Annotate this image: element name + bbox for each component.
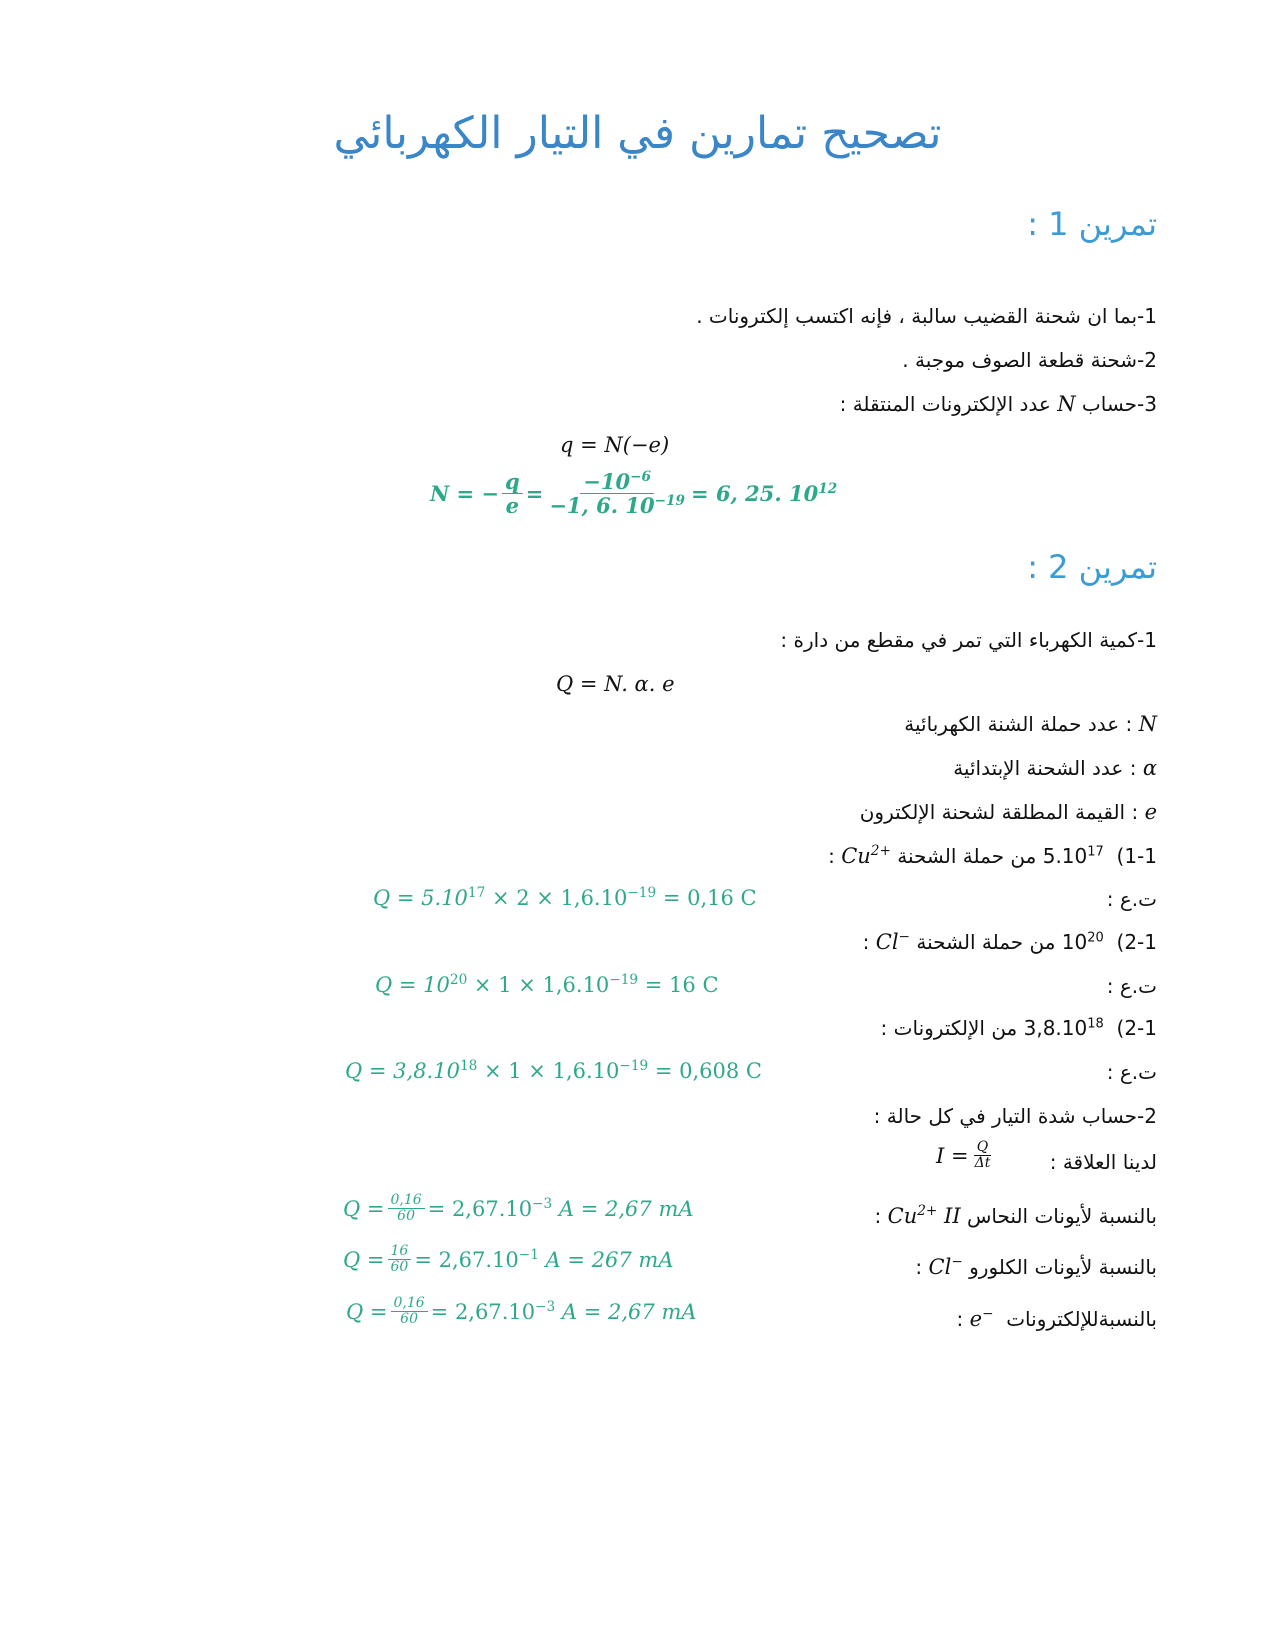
case-2-eq-b-exp: −19 [609, 972, 639, 988]
result-1-text: بالنسبة لأيونات النحاس [967, 1204, 1157, 1228]
case-2-value-exp: 20 [1087, 930, 1104, 946]
result-3-b: A = 2,67 mA [555, 1300, 697, 1325]
case-3-equation [345, 1058, 762, 1083]
result-2-colon: : [915, 1255, 923, 1279]
case-3-value-base: 3,8.10 [1023, 1016, 1088, 1040]
result-2-b: A = 267 mA [538, 1248, 674, 1273]
eq2-frac-2-num-exp: −6 [630, 469, 652, 485]
eq2-lhs: N = − [430, 481, 500, 507]
case-3-value-exp: 18 [1087, 1016, 1104, 1032]
ex2-def-n [904, 712, 1157, 736]
eq2-frac-2-num-base: −10 [583, 469, 631, 494]
case-3-label: 2-1) [1116, 1016, 1157, 1040]
case-1-ion-exp: 2+ [870, 843, 891, 859]
def-e-var: e [1144, 800, 1157, 824]
result-1-den: 60 [397, 1208, 415, 1225]
relation-lhs: I = [936, 1143, 969, 1168]
result-3-den: 60 [400, 1311, 418, 1328]
eq2-frac-2 [546, 470, 688, 517]
ex1-equation-1: q = N(−e) [560, 433, 670, 457]
relation-formula [936, 1140, 996, 1172]
exercise-1-heading: تمرين 1 : [1027, 205, 1157, 243]
case-2-value-base: 10 [1061, 930, 1088, 954]
result-1-num: 0,16 [388, 1193, 425, 1209]
ex2-def-e [860, 800, 1157, 824]
result-3-ion-exp: − [982, 1306, 994, 1322]
case-3-eq-a-exp: 18 [459, 1058, 478, 1074]
relation-label: لدينا العلاقة : [1049, 1150, 1157, 1174]
def-n-var: N [1138, 712, 1157, 736]
relation-frac [972, 1140, 994, 1172]
eq2-result [691, 481, 837, 506]
case-2-colon: : [862, 930, 870, 954]
case-1-ion [841, 844, 891, 868]
def-alpha-var: α [1142, 756, 1157, 780]
result-1-lhs: Q = [343, 1196, 385, 1221]
result-3-frac [391, 1296, 428, 1328]
case-1-value-exp: 17 [1087, 844, 1104, 860]
result-2-frac [388, 1244, 412, 1276]
result-2-equation [343, 1244, 674, 1276]
result-2-a-exp: −1 [518, 1247, 539, 1264]
case-2-eq-c: = 16 C [638, 973, 719, 997]
result-2-text: بالنسبة لأيونات الكلورو [969, 1255, 1157, 1279]
eq2-frac-1-den: e [505, 493, 520, 519]
result-2-ion-base: Cl [928, 1255, 952, 1279]
result-1-b: A = 2,67 mA [552, 1197, 694, 1222]
case-2-eq-a: Q = 10 [375, 973, 450, 997]
case-3-eq-b-exp: −19 [619, 1058, 649, 1074]
result-1-ion-post: II [937, 1204, 961, 1228]
relation-num: Q [974, 1140, 991, 1156]
result-2-lhs: Q = [343, 1247, 385, 1272]
result-2-line [915, 1254, 1157, 1279]
case-2-eq-a-exp: 20 [449, 972, 468, 988]
case-1-colon: : [828, 844, 835, 868]
ex1-line-3 [840, 392, 1157, 416]
ex1-line-3-var: N [1057, 392, 1076, 416]
result-3-a-exp: −3 [535, 1299, 556, 1316]
def-n-text: : عدد حملة الشنة الكهربائية [904, 712, 1133, 736]
result-1-colon: : [874, 1204, 882, 1228]
result-3-colon: : [956, 1307, 964, 1331]
relation-den: Δt [974, 1155, 991, 1172]
result-3-equation [346, 1296, 697, 1328]
def-alpha-text: : عدد الشحنة الإبتدائية [953, 756, 1137, 780]
case-2-line [863, 929, 1157, 954]
result-1-frac [388, 1193, 425, 1225]
result-2-ion [929, 1255, 963, 1279]
case-1-ion-base: Cu [841, 844, 871, 868]
result-2-a: = 2,67.10 [414, 1248, 519, 1273]
eq2-frac-1 [502, 470, 523, 517]
eq2-frac-2-den [546, 494, 688, 517]
case-2-label: 2-1) [1116, 930, 1157, 954]
case-3-eq-b: × 1 × 1,6.10 [477, 1059, 620, 1083]
case-1-eq-c: = 0,16 C [656, 886, 757, 910]
eq2-equals: = [525, 481, 544, 507]
case-1-line [828, 843, 1157, 868]
case-3-text: من الإلكترونات : [880, 1016, 1018, 1040]
ex2-equation-q: Q = N. α. e [556, 672, 675, 696]
result-1-ion-base: Cu [887, 1204, 918, 1228]
eq2-frac-2-den-base: −1, 6. 10 [549, 493, 655, 519]
result-2-ion-exp: − [951, 1254, 963, 1270]
case-3-value [1024, 1016, 1104, 1040]
def-e-text: : القيمة المطلقة لشحنة الإلكترون [859, 800, 1139, 824]
eq2-frac-2-den-exp: −19 [654, 493, 686, 510]
result-1-a-exp: −3 [532, 1196, 553, 1213]
case-1-eq-a-exp: 17 [467, 885, 486, 901]
ex1-line-2: 2-شحنة قطعة الصوف موجبة . [902, 348, 1157, 372]
result-1-line [875, 1203, 1157, 1228]
case-2-equation [375, 972, 719, 997]
eq2-frac-2-num [580, 470, 654, 494]
case-1-label: 1-1) [1116, 844, 1157, 868]
case-1-value [1043, 844, 1104, 868]
case-2-ion [876, 930, 910, 954]
ex1-line-1: 1-بما ان شحنة القضيب سالبة ، فإنه اكتسب إلكترونات . [696, 304, 1157, 328]
case-1-equation [373, 885, 757, 910]
result-2-num: 16 [388, 1244, 412, 1260]
case-1-eq-a: Q = 5.10 [373, 886, 468, 910]
result-3-ion [970, 1307, 994, 1331]
result-3-lhs: Q = [346, 1299, 388, 1324]
result-3-text: بالنسبةللإلكترونات [1006, 1307, 1157, 1331]
result-3-line [957, 1306, 1157, 1331]
case-2-ion-exp: − [898, 929, 910, 945]
ex1-equation-2 [430, 470, 837, 517]
result-1-a: = 2,67.10 [427, 1197, 533, 1222]
result-3-rhs [431, 1299, 697, 1324]
page-title: تصحيح تمارين في التيار الكهربائي [333, 108, 942, 159]
case-3-an-label: ت.ع : [1106, 1060, 1157, 1084]
exercise-2-heading: تمرين 2 : [1027, 548, 1157, 586]
case-3-line [881, 1016, 1157, 1040]
case-2-value [1062, 930, 1104, 954]
ex2-line-1: 1-كمية الكهرباء التي تمر في مقطع من دارة : [780, 628, 1157, 652]
ex1-line-3-post: عدد الإلكترونات المنتقلة : [839, 392, 1051, 416]
case-1-an-label: ت.ع : [1106, 887, 1157, 911]
result-3-num: 0,16 [391, 1296, 428, 1312]
eq2-frac-1-num: q [502, 470, 523, 494]
result-1-rhs [428, 1196, 694, 1221]
result-1-equation [343, 1193, 694, 1225]
case-3-eq-a: Q = 3,8.10 [345, 1059, 460, 1083]
result-3-ion-base: e [969, 1307, 983, 1331]
result-2-den: 60 [390, 1259, 409, 1276]
case-2-an-label: ت.ع : [1106, 974, 1157, 998]
ex1-line-3-pre: 3-حساب [1081, 392, 1157, 416]
case-2-text: من حملة الشحنة [916, 930, 1056, 954]
eq2-result-base: = 6, 25. 10 [691, 481, 819, 507]
case-2-eq-b: × 1 × 1,6.10 [467, 973, 610, 997]
case-3-eq-c: = 0,608 C [648, 1059, 762, 1083]
eq2-result-exp: 12 [818, 481, 838, 498]
result-3-a: = 2,67.10 [430, 1300, 536, 1325]
result-1-ion [888, 1204, 961, 1228]
result-2-rhs [414, 1247, 673, 1272]
case-2-ion-base: Cl [875, 930, 899, 954]
case-1-eq-b: × 2 × 1,6.10 [485, 886, 628, 910]
ex2-line-2: 2-حساب شدة التيار في كل حالة : [873, 1104, 1157, 1128]
case-1-text: من حملة الشحنة [897, 844, 1037, 868]
ex2-def-alpha [953, 756, 1157, 780]
case-1-eq-b-exp: −19 [627, 885, 657, 901]
case-1-value-base: 5.10 [1042, 844, 1088, 868]
result-1-ion-exp: 2+ [917, 1203, 938, 1219]
